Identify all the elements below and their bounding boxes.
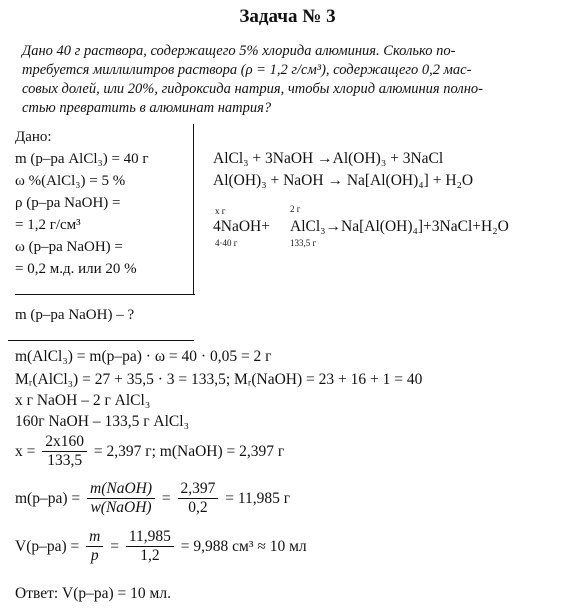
volume-numerator-2: 11,985 [126,528,174,547]
annotation-x-grams: x г [215,206,226,216]
reaction-equation-2: Al(OH)₃ + NaOH → Na[Al(OH)₄] + H₂O [213,172,474,189]
volume-rhs: = 9,988 см³ ≈ 10 мл [180,537,307,555]
answer-line: Ответ: V(р–ра) = 10 мл. [15,585,171,602]
mass-numerator-1: m(NaOH) [87,480,155,499]
x-lhs: x = [15,442,36,460]
problem-condition [22,42,552,118]
given-line: ω %(AlCl₃) = 5 % [15,173,126,189]
given-line: ρ (р–ра NaOH) = [15,195,121,211]
volume-denominator-2: 1,2 [140,547,160,564]
condition-line: требуется миллилитров раствора (ρ = 1,2 г/см³), содержащего 0,2 мас- [22,62,472,78]
volume-equals: = [110,537,119,555]
reaction-equation-3-part-1: 4NaOH+ [213,218,270,235]
mass-lhs: m(р–ра) = [15,489,81,507]
condition-line: совых долей, или 20%, гидроксида натрия, чтобы хлорид алюминия полно- [22,81,484,97]
volume-numerator-1: m [86,528,103,547]
solution-line-molar-mass: Mᵣ(AlCl₃) = 27 + 35,5 · 3 = 133,5; Mᵣ(NaOH) = 23 + 16 + 1 = 40 [15,371,423,388]
mass-denominator-1: w(NaOH) [90,499,152,516]
mass-rhs: = 11,985 г [225,489,291,507]
solution-line-mass: m(AlCl₃) = m(р–ра) · ω = 40 · 0,05 = 2 г [15,348,272,365]
solution-line-solution-mass [15,480,290,517]
condition-line: Дано 40 г раствора, содержащего 5% хлорида алюминия. Сколько по- [22,43,456,59]
solution-line-x [15,433,284,470]
solution-line-volume [15,528,307,565]
given-line: = 0,2 м.д. или 20 % [15,261,137,277]
annotation-4x40-grams: 4·40 г [215,238,238,248]
annotation-2-grams: 2 г [290,204,301,214]
given-line: ω (р–ра NaOH) = [15,239,123,255]
solution-line-proportion-1: x г NaOH – 2 г AlCl₃ [15,392,151,409]
volume-fraction-1 [86,528,103,565]
given-header: Дано: [15,129,52,145]
volume-lhs: V(р–ра) = [15,537,80,555]
volume-fraction-2 [126,528,174,565]
x-rhs: = 2,397 г; m(NaOH) = 2,397 г [93,442,285,460]
given-line: m (р–ра AlCl₃) = 40 г [15,151,149,167]
volume-denominator-1: p [90,547,99,564]
solution-divider [8,340,194,341]
reaction-equation-3-part-2: AlCl₃→Na[Al(OH)₄]+3NaCl+H₂O [290,218,509,235]
mass-fraction-1 [87,480,155,517]
find-line: m (р–ра NaOH) – ? [15,307,135,323]
x-denominator: 133,5 [47,452,83,469]
given-vertical-divider [193,124,194,294]
given-line: = 1,2 г/см³ [15,217,81,233]
mass-fraction-2 [178,480,219,517]
reaction-equation-1: AlCl₃ + 3NaOH →Al(OH)₃ + 3NaCl [213,150,444,167]
given-horizontal-divider [15,294,195,295]
x-fraction [42,433,87,470]
annotation-133-grams: 133,5 г [290,238,317,248]
mass-equals: = [161,489,171,507]
condition-line: стью превратить в алюминат натрия? [22,100,272,116]
mass-denominator-2: 0,2 [188,499,208,516]
x-numerator: 2x160 [42,433,87,452]
mass-numerator-2: 2,397 [178,480,219,499]
problem-title: Задача № 3 [239,6,336,27]
solution-line-proportion-2: 160г NaOH – 133,5 г AlCl₃ [15,413,189,430]
